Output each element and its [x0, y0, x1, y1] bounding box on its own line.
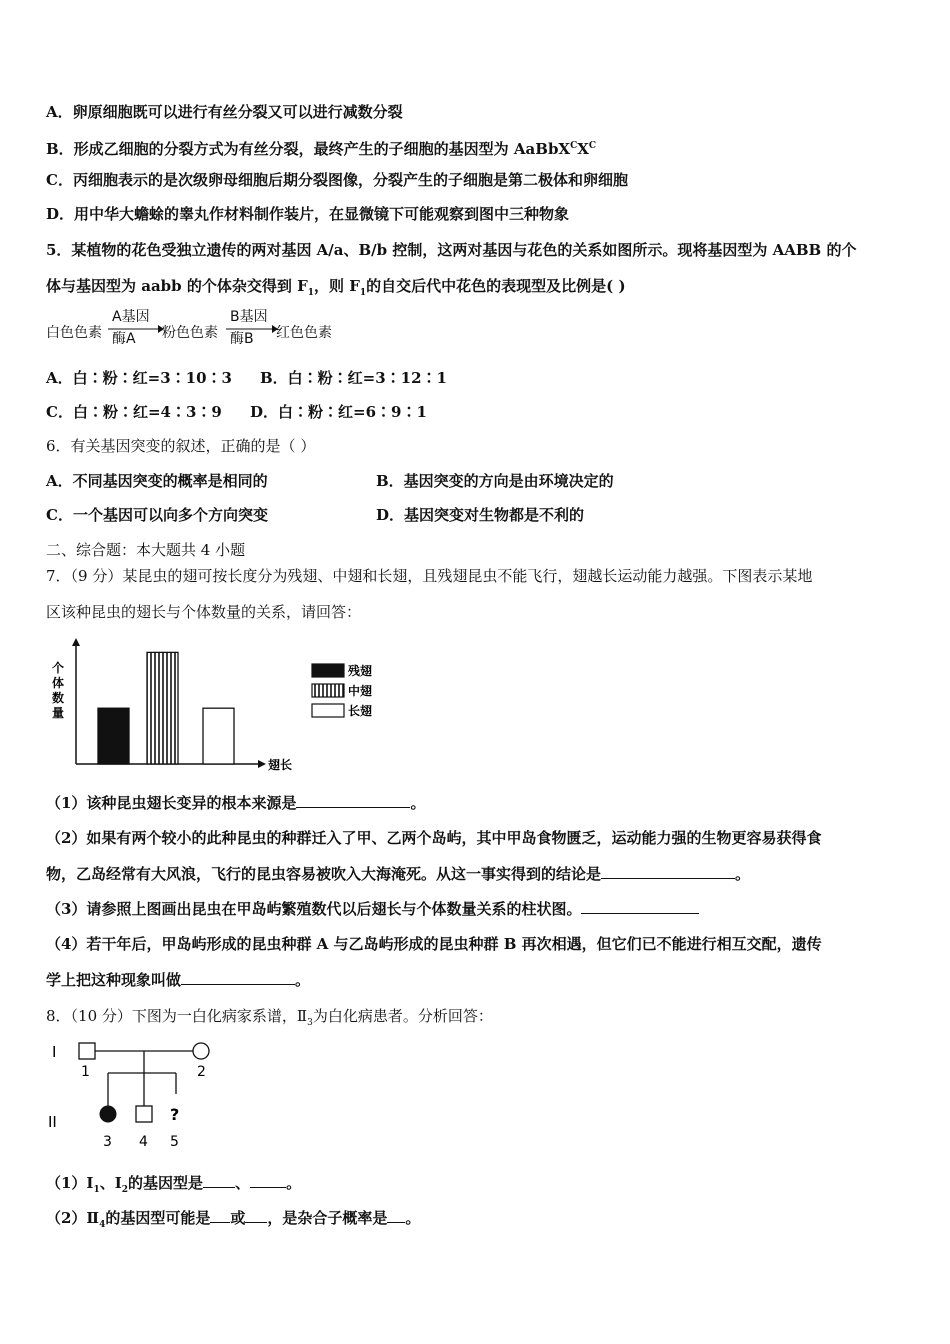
q8-sub2-blank-1[interactable] — [210, 1208, 230, 1223]
q8-sub2-blank-2[interactable] — [245, 1208, 267, 1223]
q7-sub3-blank[interactable] — [581, 899, 699, 914]
individual-ii5-number: 5 — [170, 1134, 179, 1150]
y-axis-label — [52, 660, 64, 720]
bar-1 — [98, 708, 129, 764]
q7-sub1-blank[interactable] — [296, 793, 410, 808]
q8-stem: 8．（10 分）下图为一白化病家系谱，$Ⅱ_3$为白化病患者。分析回答： — [46, 1007, 493, 1028]
legend-label-1: 残翅 — [348, 664, 373, 678]
legend-label-2: 中翅 — [348, 684, 373, 698]
bar-3 — [203, 708, 234, 764]
enzyme-a-label: 酶A — [112, 331, 136, 347]
individual-ii5-unknown: ? — [170, 1105, 180, 1124]
q7-sub3: （3）请参照上图画出昆虫在甲岛屿繁殖数代以后翅长与个体数量关系的柱状图。 — [46, 899, 699, 919]
q4-option-d: D．用中华大蟾蜍的睾丸作材料制作装片，在显微镜下可能观察到图中三种物象 — [46, 205, 570, 223]
y-label-char: 数 — [51, 691, 65, 705]
q5-option-b: B．白∶粉∶红=3∶12∶1 — [260, 369, 447, 387]
q4-option-b: B．形成乙细胞的分裂方式为有丝分裂，最终产生的子细胞的基因型为 $AaBbX^CX^C$ — [46, 140, 597, 158]
white-pigment-label: 白色色素 — [46, 325, 102, 341]
q7-sub2-line1: （2）如果有两个较小的此种昆虫的种群迁入了甲、乙两个岛屿，其中甲岛食物匮乏，运动能力强的生物更容易获得食 — [46, 829, 822, 847]
wing-length-bar-chart — [46, 636, 392, 776]
y-label-char: 体 — [51, 676, 65, 690]
bar-2 — [147, 652, 178, 764]
enzyme-b-label: 酶B — [230, 331, 254, 347]
legend-swatch-3 — [312, 704, 344, 717]
gene-a-label: A基因 — [112, 309, 150, 325]
q5-option-a: A．白∶粉∶红=3∶10∶3 — [46, 369, 232, 387]
q6-option-a: A．不同基因突变的概率是相同的 — [46, 472, 268, 490]
q7-stem-line1: 7．（9 分）某昆虫的翅可按长度分为残翅、中翅和长翅，且残翅昆虫不能飞行，翅越长运动能力越强。下图表示某地 — [46, 567, 813, 585]
legend-label-3: 长翅 — [348, 704, 373, 718]
q6-option-d: D．基因突变对生物都是不利的 — [376, 506, 585, 524]
x-axis-arrow-icon — [258, 760, 266, 768]
q8-sub2-blank-3[interactable] — [387, 1208, 405, 1223]
y-axis-arrow-icon — [72, 638, 80, 646]
q4-option-a: A．卵原细胞既可以进行有丝分裂又可以进行减数分裂 — [46, 103, 403, 121]
individual-i1-number: 1 — [81, 1064, 90, 1080]
q4-option-c: C．丙细胞表示的是次级卵母细胞后期分裂图像，分裂产生的子细胞是第二极体和卵细胞 — [46, 171, 628, 189]
individual-i2-female — [193, 1043, 209, 1059]
q7-sub1: （1）该种昆虫翅长变异的根本来源是 。 — [46, 794, 426, 812]
x-axis-label: 翅长 — [268, 758, 293, 772]
individual-i1-male — [79, 1043, 95, 1059]
q7-sub2-blank[interactable] — [601, 864, 735, 879]
q5-option-c: C．白∶粉∶红=4∶3∶9 — [46, 403, 222, 421]
gene-b-label: B基因 — [230, 309, 268, 325]
q7-sub2-line2: 物，乙岛经常有大风浪，飞行的昆虫容易被吹入大海淹死。从这一事实得到的结论是 。 — [46, 865, 751, 883]
q8-sub1-blank-1[interactable] — [203, 1173, 235, 1188]
arrow-2-icon — [226, 324, 278, 334]
q5-stem-line1: 5．某植物的花色受独立遗传的两对基因 A/a、B/b 控制，这两对基因与花色的关系如图所示。现将基因型为 AABB 的个 — [46, 241, 857, 259]
q8-sub2: $(2)Ⅱ_4$的基因型可能是 或 ，是杂合子概率是 。 — [46, 1209, 421, 1230]
individual-ii3-affected-female — [100, 1106, 116, 1122]
q6-option-c: C．一个基因可以向多个方向突变 — [46, 506, 268, 524]
albinism-pedigree — [46, 1036, 246, 1154]
q7-sub4-line2: 学上把这种现象叫做 。 — [46, 971, 311, 989]
legend-swatch-2 — [312, 684, 344, 697]
q5-stem-line2: 体与基因型为 aabb 的个体杂交得到 $F_1$，则 $F_1$的自交后代中花色的表现型及比例是( ) — [46, 277, 626, 298]
individual-i2-number: 2 — [197, 1064, 206, 1080]
y-label-char: 个 — [51, 661, 65, 675]
q8-sub1-blank-2[interactable] — [250, 1173, 286, 1188]
pigment-pathway-diagram — [46, 306, 366, 350]
individual-ii3-number: 3 — [103, 1134, 112, 1150]
individual-ii4-number: 4 — [139, 1134, 148, 1150]
generation-2-label: II — [48, 1113, 57, 1131]
y-label-char: 量 — [51, 706, 65, 720]
q7-sub4-blank[interactable] — [181, 970, 295, 985]
red-pigment-label: 红色色素 — [276, 325, 332, 341]
q6-stem: 6．有关基因突变的叙述，正确的是（ ） — [46, 437, 316, 455]
generation-1-label: I — [52, 1043, 57, 1061]
q7-stem-line2: 区该种昆虫的翅长与个体数量的关系，请回答： — [46, 603, 362, 621]
q7-sub4-line1: （4）若干年后，甲岛屿形成的昆虫种群 A 与乙岛屿形成的昆虫种群 B 再次相遇，但它们已不能进行相互交配，遗传 — [46, 935, 822, 953]
q5-option-d: D．白∶粉∶红=6∶9∶1 — [250, 403, 427, 421]
section-2-heading: 二、综合题：本大题共 4 小题 — [46, 541, 246, 559]
q6-option-b: B．基因突变的方向是由环境决定的 — [376, 472, 614, 490]
pink-pigment-label: 粉色色素 — [162, 325, 218, 341]
individual-ii4-male — [136, 1106, 152, 1122]
legend-swatch-1 — [312, 664, 344, 677]
q8-sub1: $(1)Ⅰ_1$、$Ⅰ_2$的基因型是 、 。 — [46, 1174, 302, 1195]
arrow-1-icon — [108, 324, 164, 334]
